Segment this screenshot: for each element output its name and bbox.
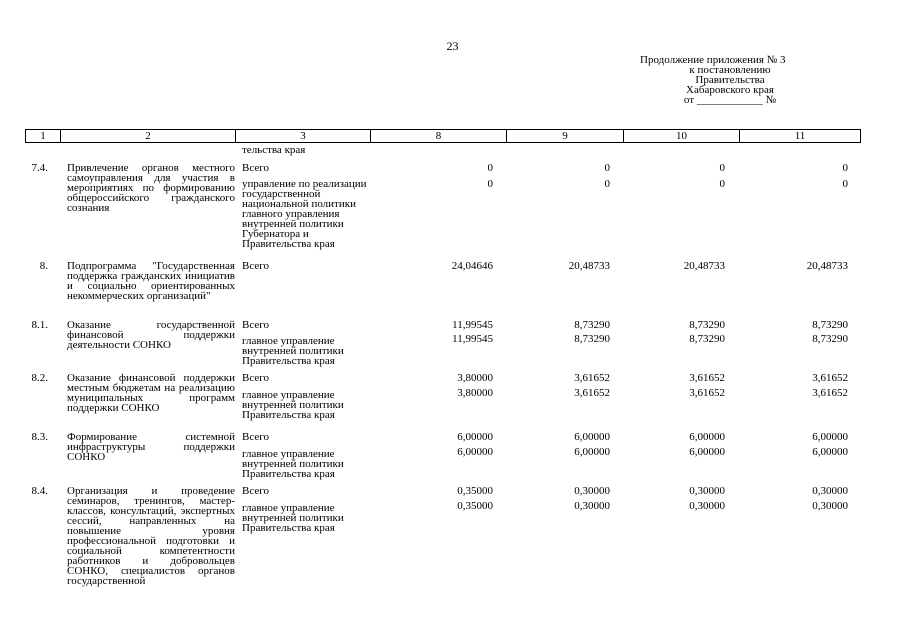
column-header-2: 2 — [61, 130, 236, 143]
row-name: Организация и проведение семинаров, тренингов, мастер-классов, консультаций, экспертных сессий, направленных на повышение уровня профессиональной подготовки и социальной компетентности работников и добровольцев СОНКО, специалистов органов государственной — [67, 485, 235, 587]
value-col-9: 8,73290 — [574, 333, 610, 345]
column-header-8: 8 — [371, 130, 507, 143]
continued-cell-fragment: тельства края — [242, 144, 306, 156]
row-number: 7.4. — [31, 162, 48, 174]
header-line-5: от ____________ № — [683, 94, 777, 106]
row-number: 8.3. — [31, 431, 48, 443]
row-exec-total: Всего — [242, 260, 269, 272]
value-col-11: 8,73290 — [812, 319, 848, 331]
value-col-11: 0,30000 — [812, 485, 848, 497]
value-col-9: 0,30000 — [574, 500, 610, 512]
value-col-11: 3,61652 — [812, 387, 848, 399]
value-col-10: 8,73290 — [689, 333, 725, 345]
value-col-8: 24,04646 — [451, 260, 493, 272]
column-header-9: 9 — [507, 130, 624, 143]
value-col-9: 20,48733 — [568, 260, 610, 272]
value-col-10: 0,30000 — [689, 500, 725, 512]
value-col-8: 3,80000 — [457, 372, 493, 384]
header-line-1: Продолжение приложения № 3 — [640, 54, 786, 66]
row-number: 8.1. — [31, 319, 48, 331]
value-col-10: 6,00000 — [689, 446, 725, 458]
row-exec-department: управление по реализации государственной национальной политики главного управления внутренней политики Губернатора и Правительства края — [242, 178, 367, 250]
value-col-8: 0 — [487, 178, 493, 190]
header-line-2: к постановлению — [689, 64, 771, 76]
value-col-11: 3,61652 — [812, 372, 848, 384]
value-col-8: 11,99545 — [452, 333, 493, 345]
appendix-header — [640, 55, 820, 105]
row-name: Оказание финансовой поддержки местным бюджетам на реализацию муниципальных программ поддержки СОНКО — [67, 372, 235, 414]
value-col-8: 6,00000 — [457, 431, 493, 443]
value-col-9: 0,30000 — [574, 485, 610, 497]
value-col-8: 3,80000 — [457, 387, 493, 399]
value-col-8: 6,00000 — [457, 446, 493, 458]
row-name: Оказание государственной финансовой поддержки деятельности СОНКО — [67, 319, 235, 351]
value-col-11: 6,00000 — [812, 431, 848, 443]
row-exec-department: главное управление внутренней политики Правительства края — [242, 389, 344, 421]
row-name: Подпрограмма "Государственная поддержка гражданских инициатив и социально ориентированных некоммерческих организаций" — [67, 260, 235, 302]
row-name: Формирование системной инфраструктуры поддержки СОНКО — [67, 431, 235, 463]
row-exec-total: Всего — [242, 431, 269, 443]
value-col-8: 0,35000 — [457, 485, 493, 497]
row-number: 8.4. — [31, 485, 48, 497]
value-col-9: 3,61652 — [574, 372, 610, 384]
row-number: 8.2. — [31, 372, 48, 384]
value-col-8: 11,99545 — [452, 319, 493, 331]
value-col-10: 8,73290 — [689, 319, 725, 331]
value-col-10: 6,00000 — [689, 431, 725, 443]
row-exec-department: главное управление внутренней политики Правительства края — [242, 448, 344, 480]
row-exec-department: главное управление внутренней политики Правительства края — [242, 335, 344, 367]
value-col-11: 0 — [842, 162, 848, 174]
page-number: 23 — [446, 39, 459, 53]
column-header-1: 1 — [26, 130, 61, 143]
value-col-9: 6,00000 — [574, 446, 610, 458]
value-col-10: 0 — [719, 178, 725, 190]
row-name: Привлечение органов местного самоуправления для участия в мероприятиях по формированию общероссийского гражданского сознания — [67, 162, 235, 214]
value-col-11: 20,48733 — [806, 260, 848, 272]
value-col-10: 0,30000 — [689, 485, 725, 497]
value-col-11: 8,73290 — [812, 333, 848, 345]
row-exec-total: Всего — [242, 372, 269, 384]
header-line-4: Хабаровского края — [686, 84, 774, 96]
value-col-8: 0,35000 — [457, 500, 493, 512]
value-col-8: 0 — [487, 162, 493, 174]
value-col-9: 3,61652 — [574, 387, 610, 399]
row-exec-total: Всего — [242, 162, 269, 174]
value-col-10: 20,48733 — [683, 260, 725, 272]
column-header-11: 11 — [740, 130, 861, 143]
row-exec-total: Всего — [242, 485, 269, 497]
column-header-10: 10 — [624, 130, 740, 143]
value-col-9: 6,00000 — [574, 431, 610, 443]
row-exec-department: главное управление внутренней политики Правительства края — [242, 502, 344, 534]
value-col-10: 3,61652 — [689, 387, 725, 399]
value-col-10: 0 — [719, 162, 725, 174]
row-exec-total: Всего — [242, 319, 269, 331]
column-header-row — [25, 129, 861, 143]
value-col-11: 0 — [842, 178, 848, 190]
value-col-9: 0 — [604, 162, 610, 174]
row-number: 8. — [39, 260, 48, 272]
value-col-9: 0 — [604, 178, 610, 190]
value-col-10: 3,61652 — [689, 372, 725, 384]
column-header-3: 3 — [236, 130, 371, 143]
value-col-9: 8,73290 — [574, 319, 610, 331]
header-line-3: Правительства — [695, 74, 765, 86]
value-col-11: 0,30000 — [812, 500, 848, 512]
value-col-11: 6,00000 — [812, 446, 848, 458]
